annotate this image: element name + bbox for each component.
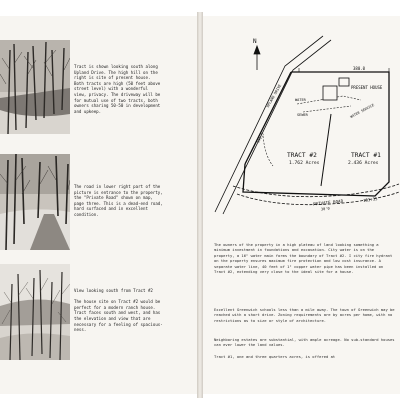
photo-private-road <box>0 154 70 250</box>
tract-divider <box>321 114 331 186</box>
left-page <box>0 16 197 394</box>
tract1-name-label: TRACT #1 <box>351 152 381 159</box>
paragraph-neighbors: Neighboring estates are substantial, with ample acreage. No sub-standard houses can ever lower the land values. <box>214 337 395 348</box>
right-page <box>203 16 400 394</box>
north-label: N <box>253 38 257 45</box>
present-house-label: PRESENT HOUSE <box>351 85 383 90</box>
caption-upland-drive: Tract is shown looking south along Upland Drive. The high hill on the right is site of present house. Both tracts are high (50 feet above street level) with a wonderful view, privacy. The driveway will be for mutual use of two tracts, both owners sharing 50-50 in development and upkeep. <box>74 64 161 114</box>
dimension-bottom-label: 183.35 <box>362 196 378 203</box>
private-road-width-label: 30'0 <box>320 206 330 212</box>
dimension-top-label: 380.0 <box>353 66 366 71</box>
photo-view-south <box>0 264 70 360</box>
water-service-label: WATER SERVICE <box>349 103 375 119</box>
tract1-area-label: 2.436 Acres <box>348 161 379 166</box>
private-road-label: PRIVATE ROAD <box>312 198 344 207</box>
water-label: WATER <box>295 98 306 102</box>
tract2-area-label: 1.762 Acres <box>289 161 320 166</box>
caption-view-south: View looking south from Tract #2 The house site on Tract #2 would be perfect for a modern ranch house. Tract faces south and west, and has the elevation and view that are necessary for a feeling of spacious- ness. <box>74 288 163 333</box>
paragraph-schools: Excellent Greenwich schools less than a mile away. The town of Greenwich may be reached with a short drive. Zoning requirements are by acres per home, with no restrictions as to size or style of architecture. <box>214 307 395 323</box>
photo-upland-drive <box>0 40 70 134</box>
paragraph-site: The owners of the property in a high plateau of land looking something a minimum investment in foundations and excavation. City water is on the property, a 16" water main forms the boundary of Tract #2. I city fire hydrant on the property ensures maximum fire protection and low cost insurance. A separate water line, 40 feet of 1" copper water pipe has been installed on Tract #2, extending very close to the ideal site for a house. <box>214 242 393 275</box>
present-house-icon <box>323 86 337 100</box>
tract2-name-label: TRACT #2 <box>287 152 317 159</box>
sewer-label: SEWER <box>297 113 308 117</box>
north-arrow-icon <box>254 46 260 70</box>
upland-drive-label: UPLAND DRIVE <box>265 83 283 109</box>
garage-icon <box>339 78 349 86</box>
dimension-left-label: 141.5 <box>255 132 265 144</box>
caption-private-road: The road in lower right part of the picture is entrance to the property, the "Private Road" shown on map, page three. This is a dead-end road, hard surfaced and in excellent condition. <box>74 184 163 217</box>
upland-drive-road <box>215 36 331 214</box>
paragraph-tract1-offer: Tract #1, one and three quarters acres, is offered at <box>214 354 336 359</box>
